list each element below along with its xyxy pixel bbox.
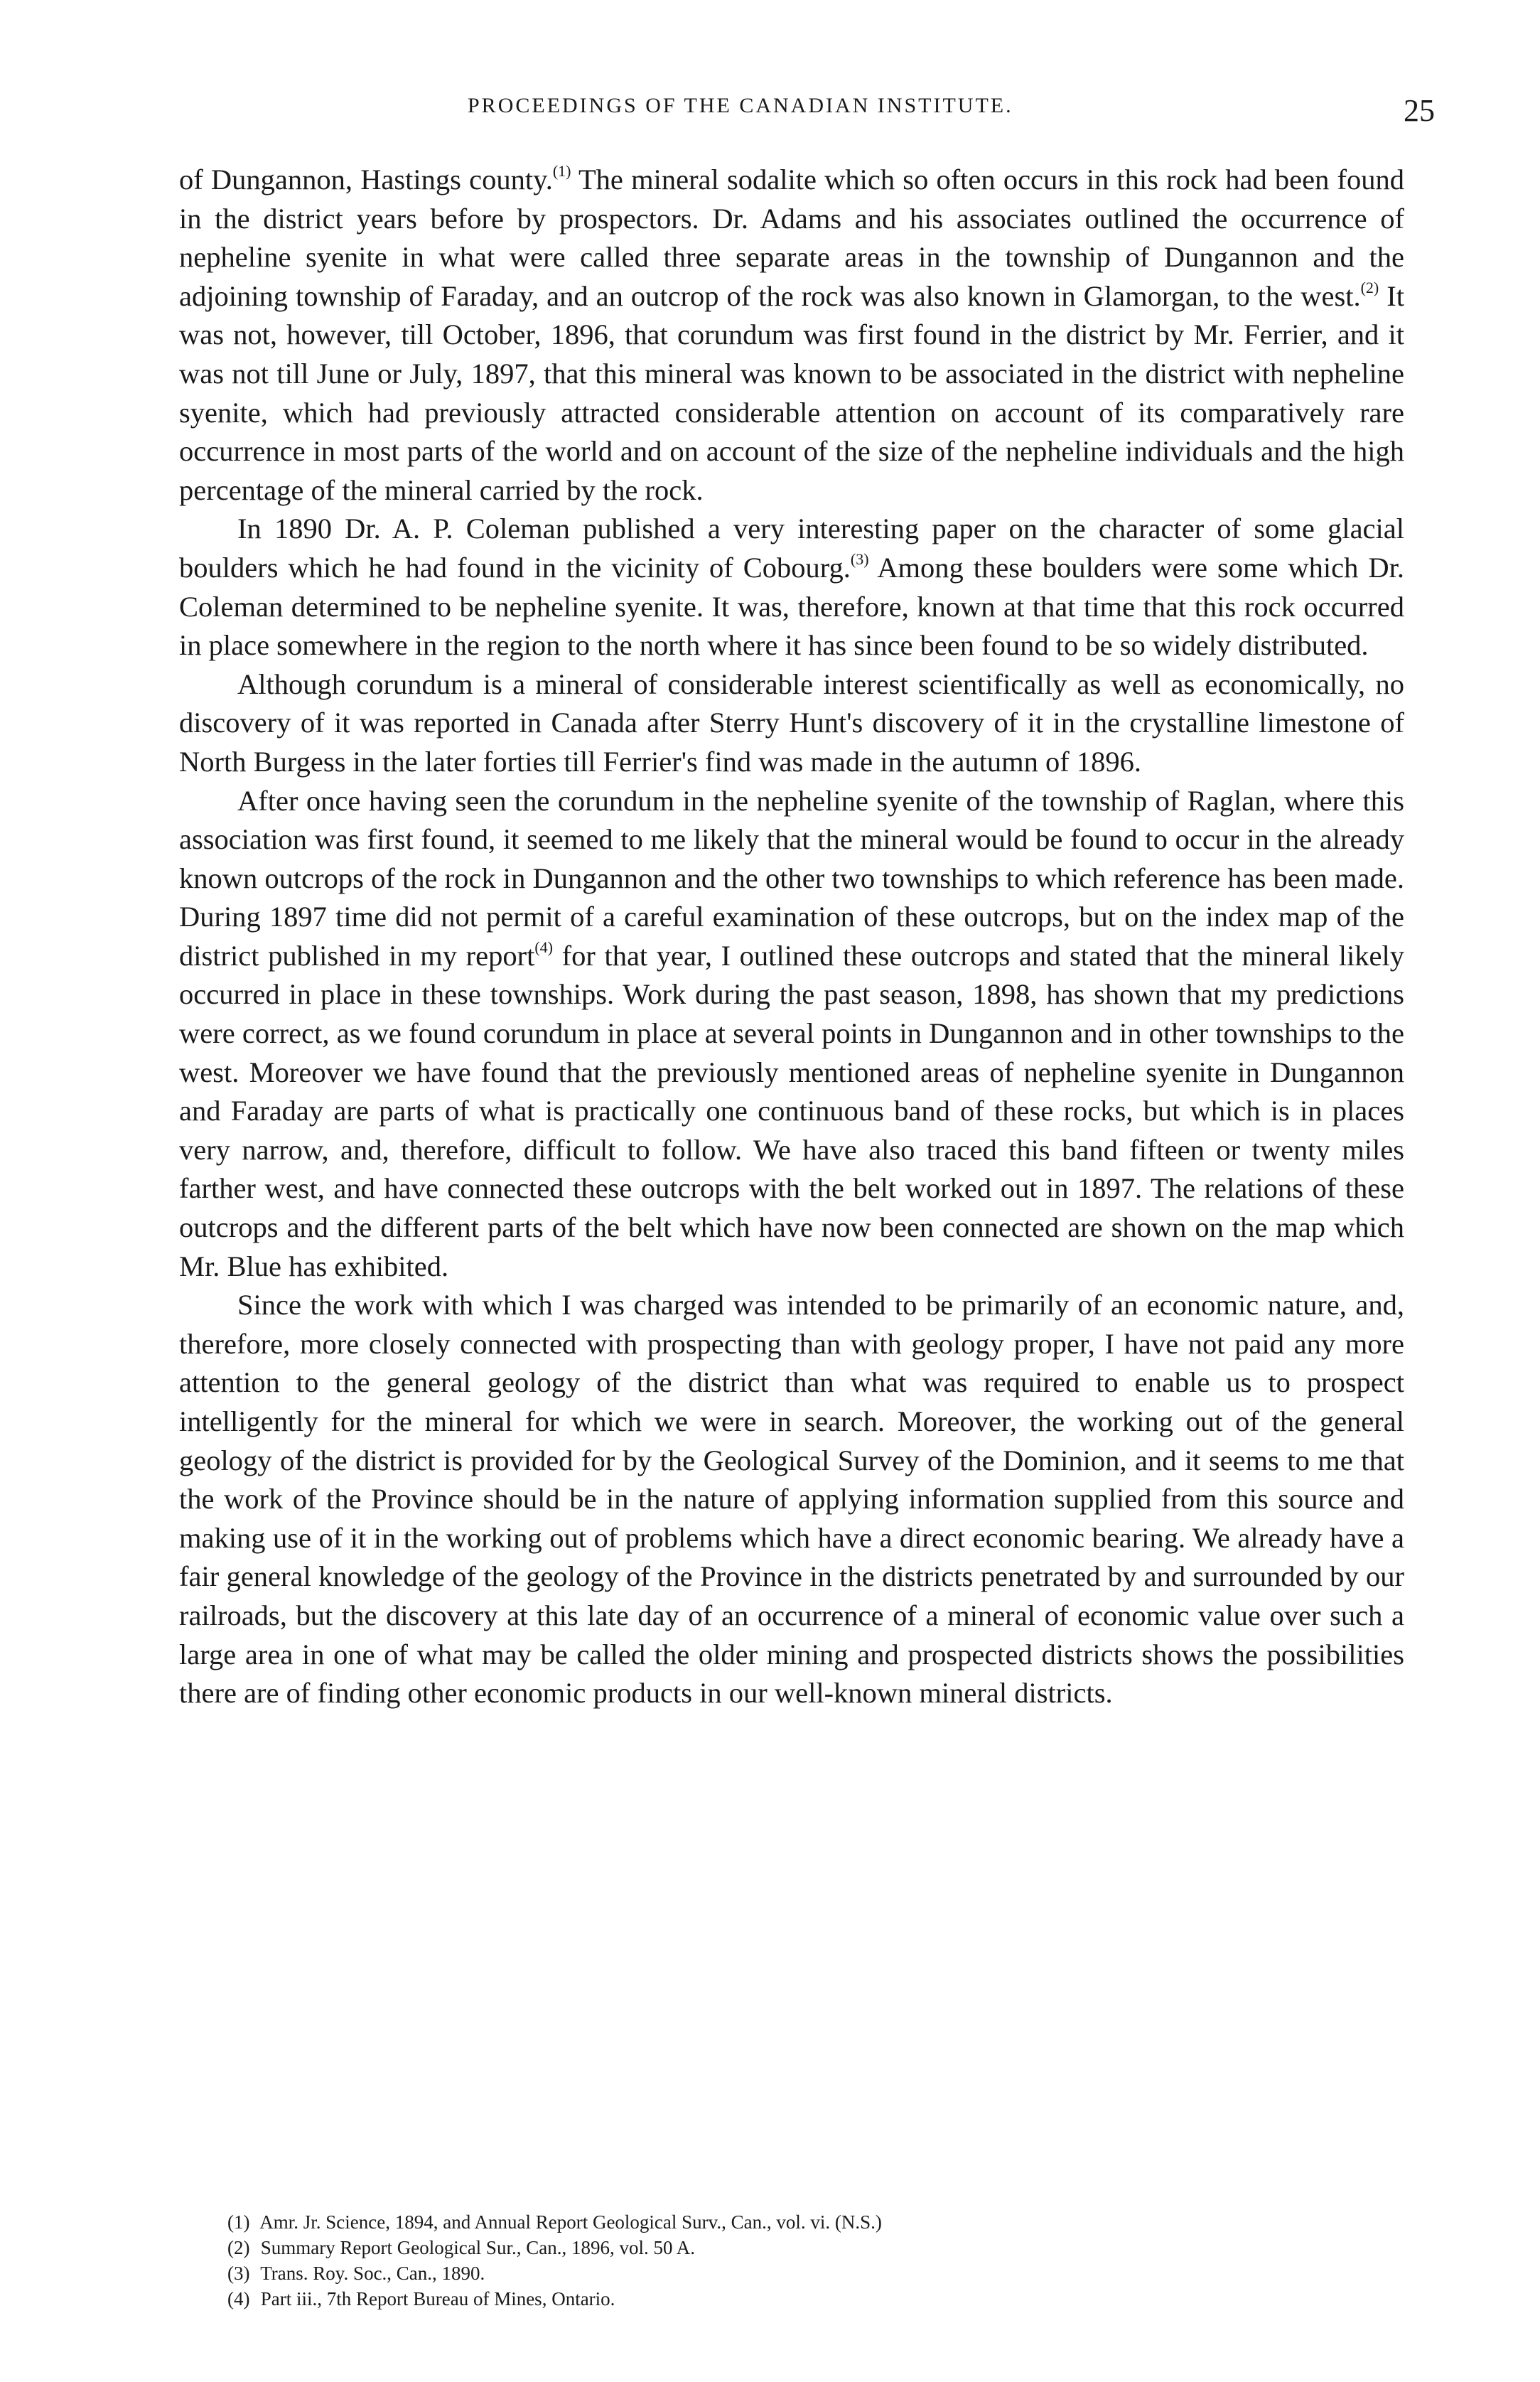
- text-run: of Dungannon, Hastings county.: [179, 163, 553, 195]
- text-run: Although corundum is a mineral of considerable interest scientifically as well as economically, no discovery of it was reported in Canada after Sterry Hunt's discovery of it in the crystalline limestone of North Burgess in the later forties till Ferrier's find was made in the autumn of 1896.: [179, 667, 1404, 778]
- footnote-4: [227, 2286, 1364, 2312]
- paragraph-5: [179, 1286, 1404, 1713]
- running-head: PROCEEDINGS OF THE CANADIAN INSTITUTE.: [468, 94, 1013, 117]
- footnote-ref-2: (2): [1360, 278, 1379, 296]
- text-run: It was not, however, till October, 1896, that corundum was first found in the district by Mr. Ferrier, and it was not till June or July, 1897, that this mineral was known to be associated in the district with nepheline syenite, which had previously attracted considerable attention on account of its comparatively rare occurrence in most parts of the world and on account of the size of the nepheline individuals and the high percentage of the mineral carried by the rock.: [179, 279, 1404, 506]
- footnote-text: Part iii., 7th Report Bureau of Mines, Ontario.: [260, 2288, 615, 2309]
- text-run: In 1890 Dr. A. P. Coleman published a very interesting paper on the character of some glacial boulders which he had found in the vicinity of Cobourg.: [179, 513, 1404, 584]
- text-run: Since the work with which I was charged was intended to be primarily of an economic nature, and, therefore, more closely connected with prospecting than with geology proper, I have not paid any more attention to the general geology of the district than what was required to enable us to prospect intelligently for the mineral for which we were in search. Moreover, the working out of the general geology of the district is provided for by the Geological Survey of the Dominion, and it seems to me that the work of the Province should be in the nature of applying information supplied from this source and making use of it in the working out of problems which have a direct economic bearing. We already have a fair general knowledge of the geology of the Province in the districts penetrated by and surrounded by our railroads, but the discovery at this late day of an occurrence of a mineral of economic value over such a large area in one of what may be called the older mining and prospected districts shows the possibilities there are of finding other economic products in our well-known mineral districts.: [179, 1289, 1404, 1710]
- page-number: 25: [1404, 93, 1435, 128]
- footnote-3: [227, 2260, 1364, 2286]
- footnote-number: (1): [227, 2211, 250, 2233]
- footnote-ref-1: (1): [552, 162, 571, 180]
- footnote-number: (3): [227, 2263, 250, 2284]
- footnote-text: Summary Report Geological Sur., Can., 1896, vol. 50 A.: [260, 2237, 695, 2258]
- paragraph-2: [179, 510, 1404, 665]
- text-run: After once having seen the corundum in the nepheline syenite of the township of Raglan, where this association was first found, it seemed to me likely that the mineral would be found to occur in the already known outcrops of the rock in Dungannon and the other two townships to which reference has been made. During 1897 time did not permit of a careful examination of these outcrops, but on the index map of the district published in my report: [179, 784, 1404, 972]
- footnote-ref-4: (4): [534, 938, 554, 956]
- footnote-number: (4): [227, 2288, 250, 2309]
- footnotes: [227, 2209, 1364, 2312]
- text-run: for that year, I outlined these outcrops and stated that the mineral likely occurred in place in these townships. Work during the past season, 1898, has shown that my predictions were correct, as we found corundum in place at several points in Dungannon and in other townships to the west. Moreover we have found that the previously mentioned areas of nepheline syenite in Dungannon and Faraday are parts of what is practically one continuous band of these rocks, but which is in places very narrow, and, therefore, difficult to follow. We have also traced this band fifteen or twenty miles farther west, and have connected these outcrops with the belt worked out in 1897. The relations of these outcrops and the different parts of the belt which have now been connected are shown on the map which Mr. Blue has exhibited.: [179, 939, 1405, 1282]
- paragraph-1: [179, 161, 1404, 510]
- footnote-number: (2): [227, 2237, 250, 2258]
- footnote-2: [227, 2235, 1364, 2260]
- text-run: The mineral sodalite which so often occurs in this rock had been found in the district years before by prospectors. Dr. Adams and his associates outlined the occurrence of nepheline syenite in what were called three separate areas in the township of Dungannon and the adjoining township of Faraday, and an outcrop of the rock was also known in Glamorgan, to the west.: [179, 163, 1404, 312]
- paragraph-3: [179, 665, 1404, 782]
- paragraph-4: [179, 782, 1404, 1287]
- footnote-text: Trans. Roy. Soc., Can., 1890.: [260, 2263, 485, 2284]
- footnote-ref-3: (3): [850, 549, 869, 568]
- footnote-1: [227, 2209, 1364, 2235]
- text-run: Among these boulders were some which Dr. Coleman determined to be nepheline syenite. It was, therefore, known at that time that this rock occurred in place somewhere in the region to the north where it has since been found to be so widely distributed.: [179, 551, 1404, 662]
- footnote-text: Amr. Jr. Science, 1894, and Annual Report Geological Surv., Can., vol. vi. (N.S.): [259, 2211, 882, 2233]
- body-text: [179, 161, 1404, 1713]
